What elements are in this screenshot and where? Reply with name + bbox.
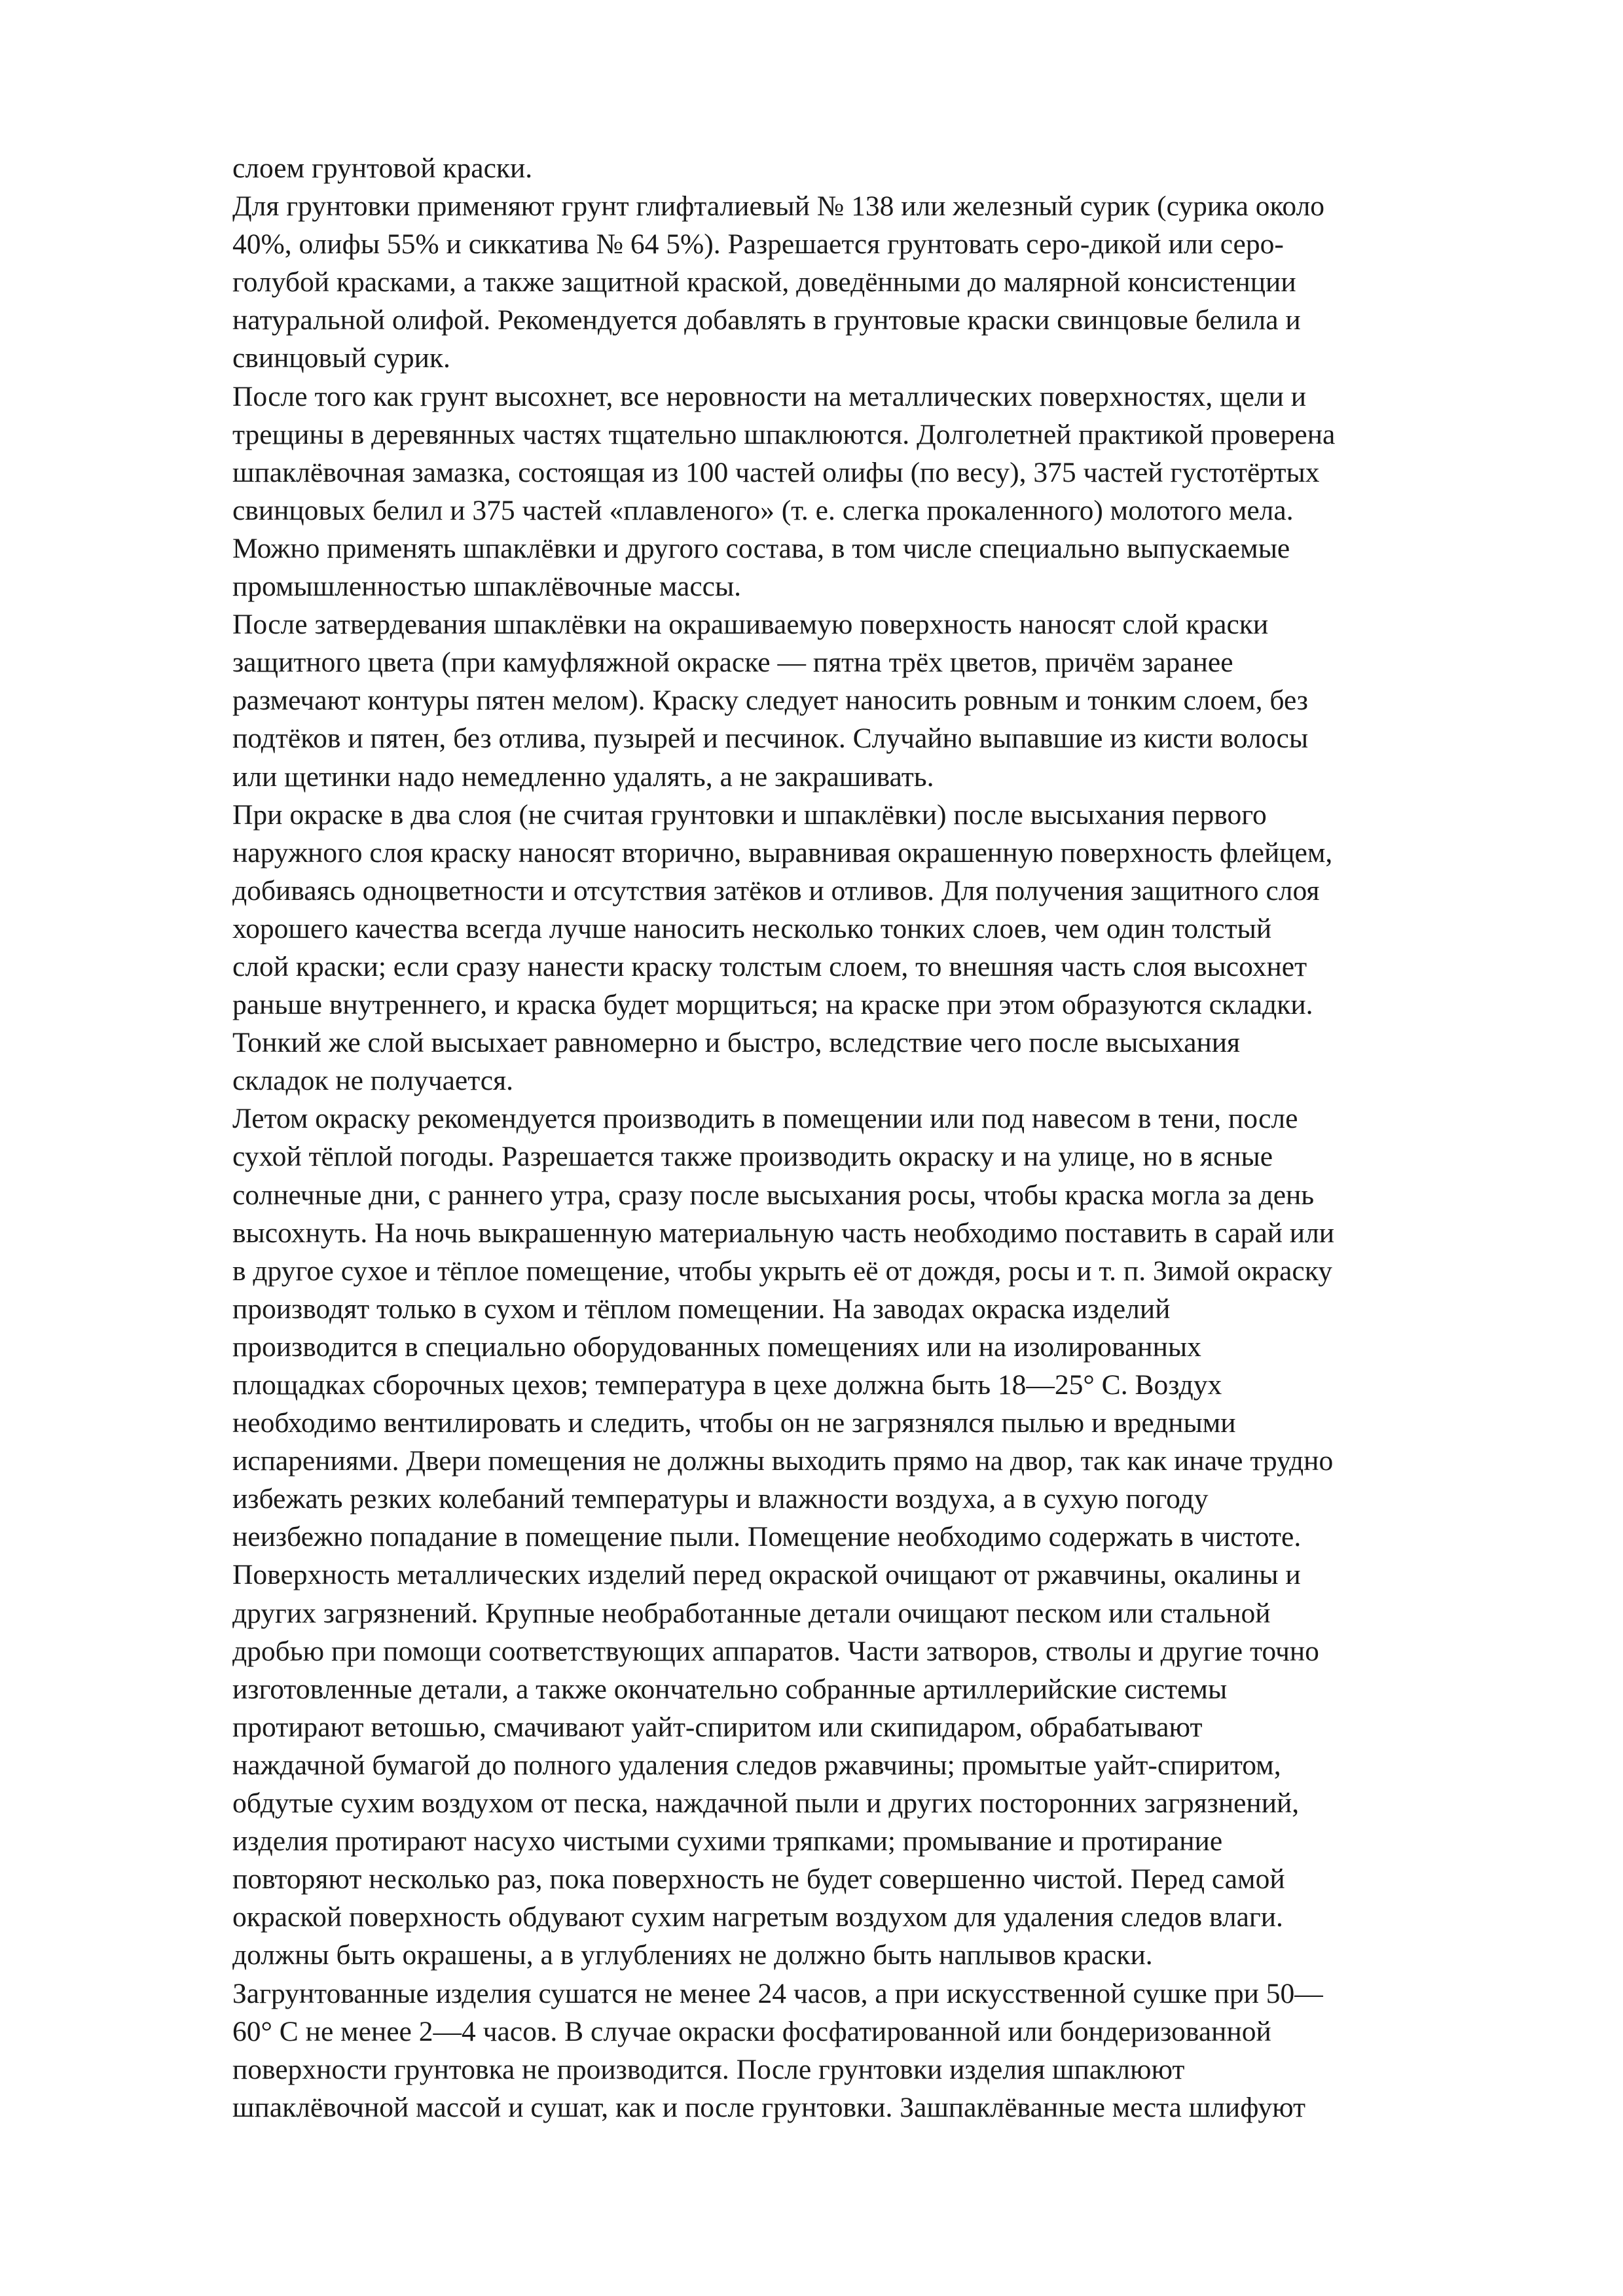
text-line: изделия протирают насухо чистыми сухими тряпками; промывание и протирание bbox=[232, 1825, 1223, 1857]
text-line: в другое сухое и тёплое помещение, чтобы укрыть её от дождя, росы и т. п. Зимой окраску bbox=[232, 1255, 1332, 1287]
text-line: изготовленные детали, а также окончательно собранные артиллерийские системы bbox=[232, 1673, 1228, 1705]
text-line: После затвердевания шпаклёвки на окрашиваемую поверхность наносят слой краски bbox=[232, 609, 1269, 641]
text-line: наждачной бумагой до полного удаления следов ржавчины; промытые уайт-спиритом, bbox=[232, 1749, 1281, 1781]
text-line: протирают ветошью, смачивают уайт-спиритом или скипидаром, обрабатывают bbox=[232, 1711, 1203, 1743]
text-line: подтёков и пятен, без отлива, пузырей и песчинок. Случайно выпавшие из кисти волосы bbox=[232, 723, 1309, 755]
text-line: необходимо вентилировать и следить, чтобы он не загрязнялся пылью и вредными bbox=[232, 1407, 1236, 1439]
text-line: шпаклёвочная замазка, состоящая из 100 частей олифы (по весу), 375 частей густотёртых bbox=[232, 456, 1320, 488]
text-line: При окраске в два слоя (не считая грунтовки и шпаклёвки) после высыхания первого bbox=[232, 798, 1267, 831]
text-line: дробью при помощи соответствующих аппаратов. Части затворов, стволы и другие точно bbox=[232, 1635, 1319, 1667]
text-line: должны быть окрашены, а в углублениях не должно быть наплывов краски. bbox=[232, 1939, 1153, 1971]
text-line: Загрунтованные изделия сушатся не менее 24 часов, а при искусственной сушке при 50— bbox=[232, 1977, 1323, 2009]
text-line: натуральной олифой. Рекомендуется добавлять в грунтовые краски свинцовые белила и bbox=[232, 304, 1301, 336]
text-line: наружного слоя краску наносят вторично, выравнивая окрашенную поверхность флейцем, bbox=[232, 836, 1333, 869]
text-line: обдутые сухим воздухом от песка, наждачной пыли и других посторонних загрязнений, bbox=[232, 1787, 1300, 1820]
text-line: хорошего качества всегда лучше наносить несколько тонких слоев, чем один толстый bbox=[232, 912, 1272, 944]
text-line: Можно применять шпаклёвки и другого состава, в том числе специально выпускаемые bbox=[232, 532, 1290, 564]
text-line: испарениями. Двери помещения не должны выходить прямо на двор, так как иначе трудно bbox=[232, 1445, 1334, 1477]
text-line: промышленностью шпаклёвочные массы. bbox=[232, 571, 742, 603]
text-line: повторяют несколько раз, пока поверхность не будет совершенно чистой. Перед самой bbox=[232, 1863, 1285, 1895]
text-line: Летом окраску рекомендуется производить в помещении или под навесом в тени, после bbox=[232, 1103, 1298, 1135]
text-line: солнечные дни, с раннего утра, сразу после высыхания росы, чтобы краска могла за день bbox=[232, 1179, 1315, 1211]
text-line: Для грунтовки применяют грунт глифталиевый № 138 или железный сурик (сурика около bbox=[232, 190, 1325, 223]
text-line: слоем грунтовой краски. bbox=[232, 152, 533, 184]
text-line: размечают контуры пятен мелом). Краску следует наносить ровным и тонким слоем, без bbox=[232, 685, 1308, 717]
text-line: высохнуть. На ночь выкрашенную материальную часть необходимо поставить в сарай или bbox=[232, 1217, 1335, 1249]
text-line: поверхности грунтовка не производится. После грунтовки изделия шпаклюют bbox=[232, 2053, 1185, 2085]
text-line: раньше внутреннего, и краска будет морщиться; на краске при этом образуются складки. bbox=[232, 989, 1313, 1021]
text-line: шпаклёвочной массой и сушат, как и после грунтовки. Зашпаклёванные места шлифуют bbox=[232, 2091, 1306, 2123]
text-line: добиваясь одноцветности и отсутствия затёков и отливов. Для получения защитного слоя bbox=[232, 874, 1320, 906]
text-line: После того как грунт высохнет, все неровности на металлических поверхностях, щели и bbox=[232, 380, 1307, 412]
text-line: свинцовый сурик. bbox=[232, 342, 450, 374]
text-line: площадках сборочных цехов; температура в цехе должна быть 18—25° С. Воздух bbox=[232, 1369, 1222, 1401]
text-line: производят только в сухом и тёплом помещении. На заводах окраска изделий bbox=[232, 1293, 1171, 1325]
text-line: свинцовых белил и 375 частей «плавленого» (т. е. слегка прокаленного) молотого мела. bbox=[232, 494, 1294, 526]
text-line: складок не получается. bbox=[232, 1065, 513, 1097]
text-line: неизбежно попадание в помещение пыли. Помещение необходимо содержать в чистоте. bbox=[232, 1521, 1302, 1553]
document-page bbox=[232, 149, 1489, 2126]
text-line: сухой тёплой погоды. Разрешается также производить окраску и на улице, но в ясные bbox=[232, 1141, 1273, 1173]
text-line: 40%, олифы 55% и сиккатива № 64 5%). Разрешается грунтовать серо-дикой или серо- bbox=[232, 228, 1284, 260]
text-line: 60° С не менее 2—4 часов. В случае окраски фосфатированной или бондеризованной bbox=[232, 2015, 1271, 2047]
text-line: слой краски; если сразу нанести краску толстым слоем, то внешняя часть слоя высохнет bbox=[232, 950, 1307, 982]
text-line: избежать резких колебаний температуры и влажности воздуха, а в сухую погоду bbox=[232, 1483, 1209, 1515]
text-line: других загрязнений. Крупные необработанные детали очищают песком или стальной bbox=[232, 1597, 1271, 1629]
text-line: или щетинки надо немедленно удалять, а не закрашивать. bbox=[232, 761, 934, 793]
text-line: производится в специально оборудованных помещениях или на изолированных bbox=[232, 1331, 1201, 1363]
text-line: окраской поверхность обдувают сухим нагретым воздухом для удаления следов влаги. bbox=[232, 1901, 1283, 1933]
text-line: голубой красками, а также защитной краской, доведёнными до малярной консистенции bbox=[232, 266, 1296, 298]
text-line: трещины в деревянных частях тщательно шпаклюются. Долголетней практикой проверена bbox=[232, 418, 1336, 450]
text-line: Поверхность металлических изделий перед окраской очищают от ржавчины, окалины и bbox=[232, 1559, 1301, 1591]
text-line: Тонкий же слой высыхает равномерно и быстро, вследствие чего после высыхания bbox=[232, 1027, 1241, 1059]
text-line: защитного цвета (при камуфляжной окраске — пятна трёх цветов, причём заранее bbox=[232, 647, 1233, 679]
